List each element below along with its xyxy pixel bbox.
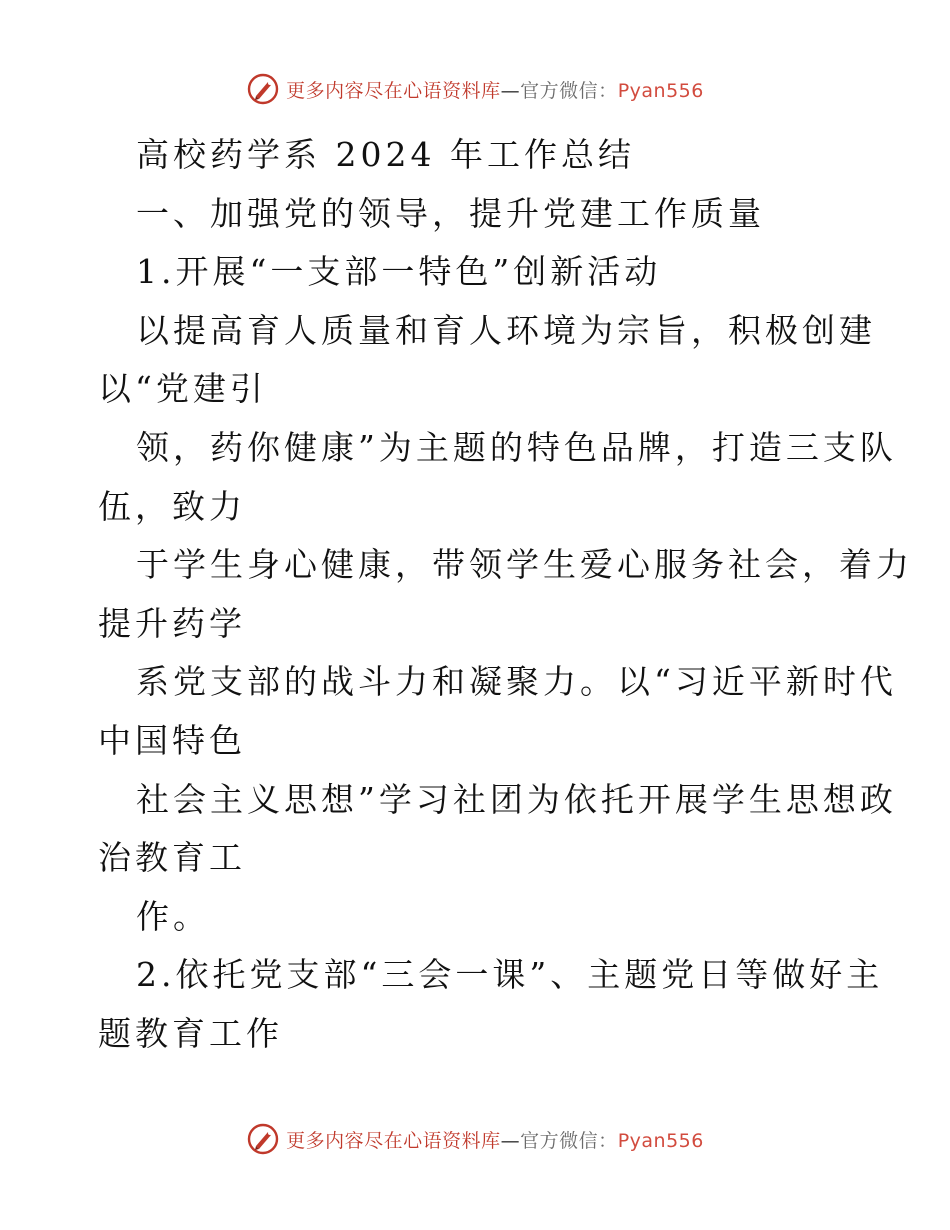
text-line: 领，药你健康”为主题的特色品牌，打造三支队 [136, 427, 897, 467]
text-line: 提升药学 [98, 603, 246, 643]
document-body [98, 126, 913, 1064]
pen-logo-icon [246, 72, 280, 106]
text-line: 2.依托党支部“三会一课”、主题党日等做好主 [136, 955, 884, 995]
header-watermark-banner [0, 72, 950, 106]
banner-dash: — [500, 79, 521, 102]
banner-official-label: 官方微信： [520, 1129, 618, 1152]
text-line: 一、加强党的领导，提升党建工作质量 [136, 193, 765, 233]
banner-wechat-id: Pyan556 [617, 79, 704, 102]
banner-caption [286, 1126, 704, 1153]
text-line: 系党支部的战斗力和凝聚力。以“习近平新时代 [136, 662, 897, 702]
text-line: 1.开展“一支部一特色”创新活动 [136, 252, 662, 292]
banner-main-text: 更多内容尽在心语资料库 [286, 79, 501, 102]
banner-wechat-id: Pyan556 [617, 1129, 704, 1152]
footer-watermark-banner [0, 1122, 950, 1156]
banner-official-label: 官方微信： [520, 79, 618, 102]
text-line: 于学生身心健康，带领学生爱心服务社会，着力 [136, 545, 913, 585]
text-line: 中国特色 [98, 720, 246, 760]
text-line: 伍，致力 [98, 486, 246, 526]
banner-dash: — [500, 1129, 521, 1152]
pen-logo-icon [246, 1122, 280, 1156]
text-line: 社会主义思想”学习社团为依托开展学生思想政 [136, 779, 897, 819]
banner-caption [286, 76, 704, 103]
text-line: 题教育工作 [98, 1013, 283, 1053]
text-line: 作。 [136, 896, 210, 936]
text-line: 以“党建引 [98, 369, 267, 409]
text-line: 治教育工 [98, 838, 246, 878]
banner-main-text: 更多内容尽在心语资料库 [286, 1129, 501, 1152]
text-line: 以提高育人质量和育人环境为宗旨，积极创建 [136, 310, 876, 350]
text-line: 高校药学系 2024 年工作总结 [136, 135, 635, 174]
